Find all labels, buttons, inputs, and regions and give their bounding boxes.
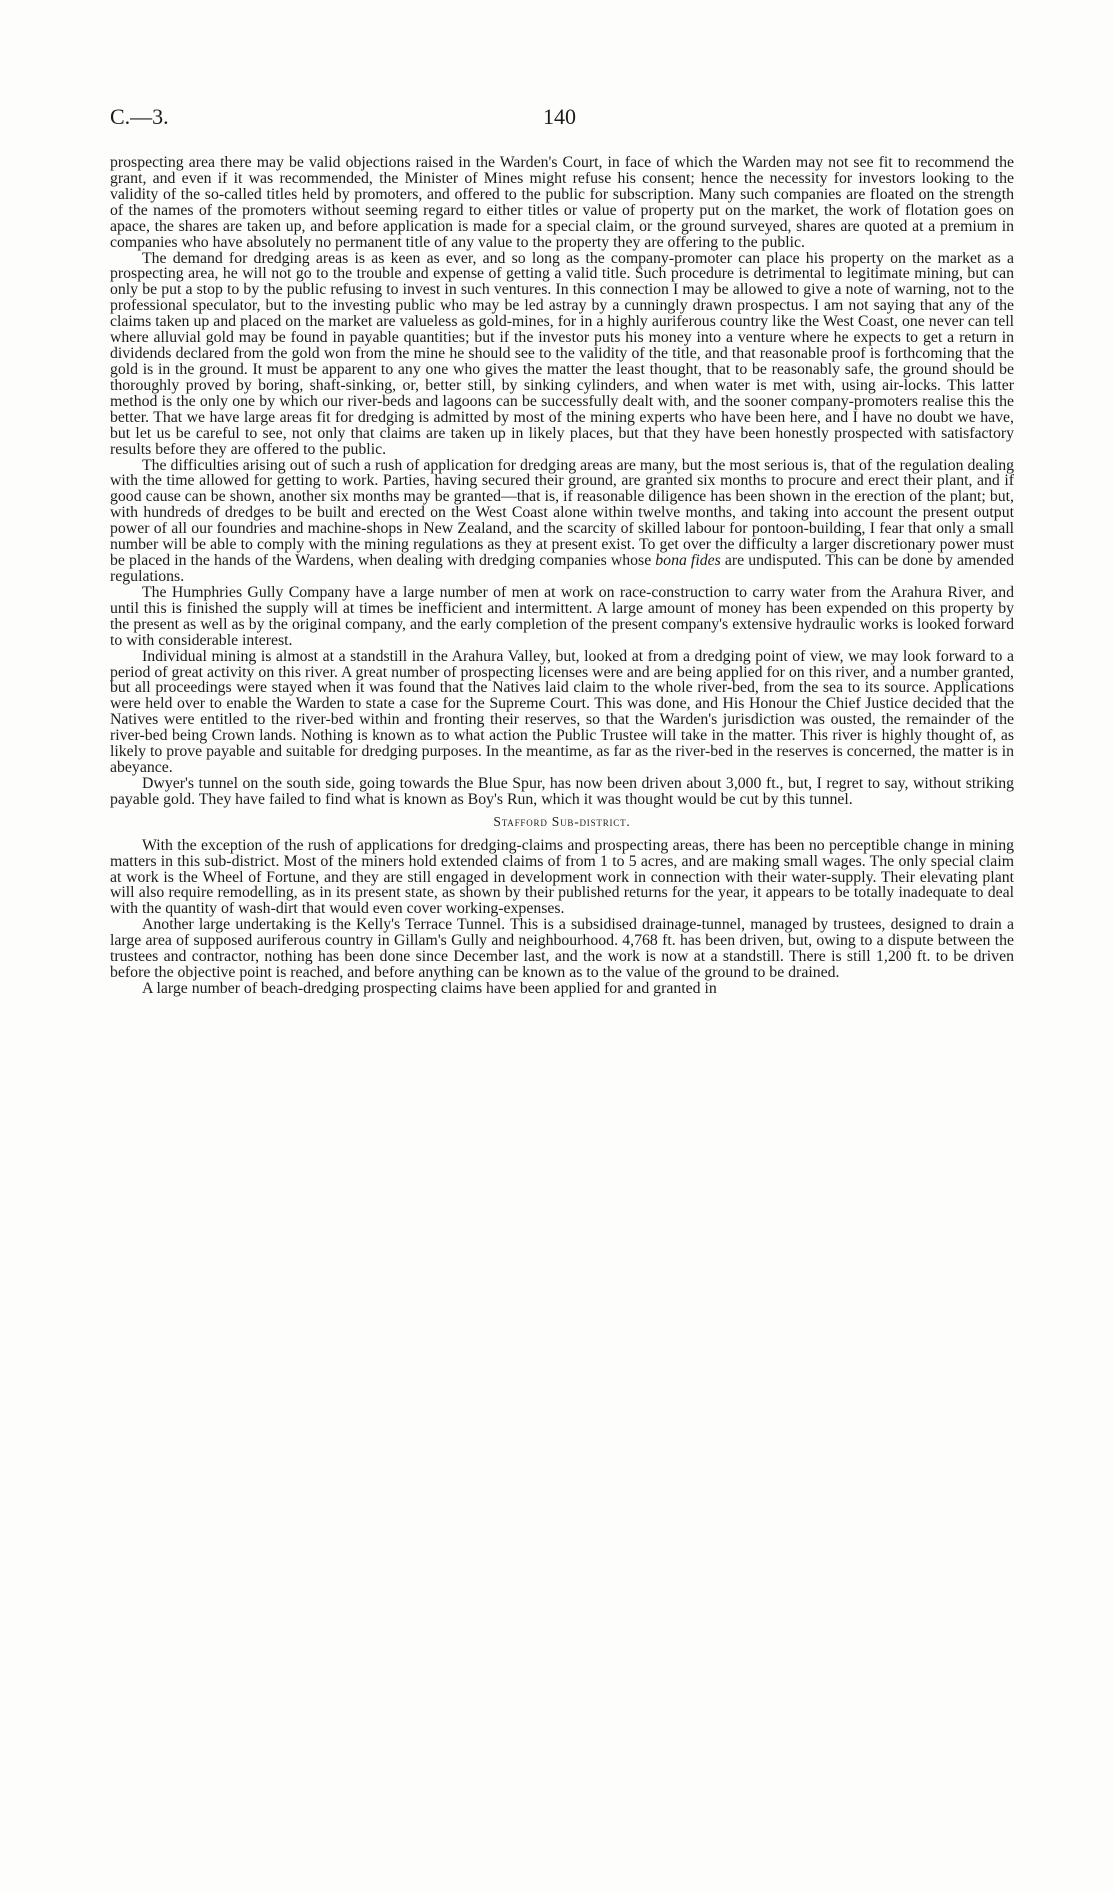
- paragraph-beach-dredging: A large number of beach-dredging prospecting claims have been applied for and granted in: [142, 980, 717, 998]
- section-heading: Stafford Sub-district.: [493, 813, 631, 829]
- body-text: [110, 155, 1014, 997]
- paragraph-humphries-gully: The Humphries Gully Company have a large number of men at work on race-construction to carry water from the Arahura River, and until this is finished the supply will at times be inefficient and intermittent. A large amount of money has been expended on this property by the present as well as by the original company, and the early completion of the present company's extensive hydraulic works is looked forward to with considerable interest.: [110, 583, 1014, 649]
- document-reference: C.—3.: [110, 104, 169, 129]
- paragraph-text: are undisputed. This can be done by amended regulations.: [110, 552, 1014, 585]
- paragraph-arahura-valley: Individual mining is almost at a standstill in the Arahura Valley, but, looked at from a dredging point of view, we may look forward to a period of great activity on this river. A great number of prospecting licenses were and are being applied for on this river, and a number granted, but all proceedings were stayed when it was found that the Natives laid claim to the whole river-bed, from the sea to its source. Applications were held over to enable the Warden to state a case for the Supreme Court. This was done, and His Honour the Chief Justice decided that the Natives were entitled to the river-bed within and fronting their reserves, so that the Warden's jurisdiction was ousted, the remainder of the river-bed being Crown lands. Nothing is known as to what action the Public Trustee will take in the matter. This river is highly thought of, as likely to prove payable and suitable for dredging purposes. In the meantime, as far as the river-bed in the reserves is concerned, the matter is in abeyance.: [110, 647, 1014, 777]
- paragraph-difficulties: [110, 458, 1014, 585]
- paragraph-stafford-overview: With the exception of the rush of applications for dredging-claims and prospecting areas, there has been no perceptible change in mining matters in this sub-district. Most of the miners hold extended claims of from 1 to 5 acres, and are making small wages. The only special claim at work is the Wheel of Fortune, and they are still engaged in development work in connection with their water-supply. Their elevating plant will also require remodelling, as in its present state, as shown by their published returns for the year, it appears to be totally inadequate to deal with the quantity of wash-dirt that would even cover working-expenses.: [110, 836, 1014, 918]
- paragraph-dwyers-tunnel: Dwyer's tunnel on the south side, going towards the Blue Spur, has now been driven about 3,000 ft., but, I regret to say, without striking payable gold. They have failed to find what is known as Boy's Run, which it was thought would be cut by this tunnel.: [110, 774, 1014, 808]
- page-number: 140: [543, 104, 576, 129]
- paragraph-dredging-demand: The demand for dredging areas is as keen as ever, and so long as the company-promoter can place his property on the market as a prospecting area, he will not go to the trouble and expense of getting a valid title. Such procedure is detrimental to legitimate mining, but can only be put a stop to by the public refusing to invest in such ventures. In this connection I may be allowed to give a note of warning, not to the professional speculator, but to the investing public who may be led astray by a cunningly drawn prospectus. I am not saying that any of the claims taken up and placed on the market are valueless as gold-mines, for in a highly auriferous country like the West Coast, one never can tell where alluvial gold may be found in payable quantities; but if the investor puts his money into a venture where he expects to get a return in dividends declared from the gold won from the mine he should see to the validity of the title, and that reasonable proof is forthcoming that the gold is in the ground. It must be apparent to any one who gives the matter the least thought, that to be reasonably safe, the ground should be thoroughly proved by boring, shaft-sinking, or, better still, by sinking cylinders, and when water is met with, using air-locks. This latter method is the only one by which our river-beds and lagoons can be successfully dealt with, and the sooner company-promoters realise this the better. That we have large areas fit for dredging is admitted by most of the mining experts who have been here, and I have no doubt we have, but let us be careful to see, not only that claims are taken up in likely places, but that they have been honestly prospected with satisfactory results before they are offered to the public.: [110, 249, 1014, 458]
- running-head: [110, 104, 1010, 134]
- paragraph-kellys-terrace: Another large undertaking is the Kelly's Terrace Tunnel. This is a subsidised drainage-tunnel, managed by trustees, designed to drain a large area of supposed auriferous country in Gillam's Gully and neighbourhood. 4,768 ft. has been driven, but, owing to a dispute between the trustees and contractor, nothing has been done since December last, and the work is now at a standstill. There is still 1,200 ft. to be driven before the objective point is reached, and before anything can be known as to the value of the ground to be drained.: [110, 916, 1014, 982]
- italic-phrase: bona fides: [655, 552, 721, 570]
- paragraph-continued: prospecting area there may be valid objections raised in the Warden's Court, in face of which the Warden may not see fit to recommend the grant, and even if it was recommended, the Minister of Mines might refuse his consent; hence the necessity for investors looking to the validity of the so-called titles held by promoters, and offered to the public for subscription. Many such companies are floated on the strength of the names of the promoters without seeming regard to either titles or value of property put on the market, the work of flotation goes on apace, the shares are taken up, and before application is made for a special claim, or the ground surveyed, shares are quoted at a premium in companies who have absolutely no permanent title of any value to the property they are offering to the public.: [110, 154, 1014, 251]
- paragraph-text: The difficulties arising out of such a rush of application for dredging areas are many, but the most serious is, that of the regulation dealing with the time allowed for getting to work. Parties, having secured their ground, are granted six months to procure and erect their plant, and if good cause can be shown, another six months may be granted—that is, if reasonable diligence has been shown in the erection of the plant; but, with hundreds of dredges to be built and erected on the West Coast alone within twelve months, and taking into account the present output power of all our foundries and machine-shops in New Zealand, and the scarcity of skilled labour for pontoon-building, I fear that only a small number will be able to comply with the mining regulations as they at present exist. To get over the difficulty a larger discretionary power must be placed in the hands of the Wardens, when dealing with dredging companies whose: [110, 456, 1014, 570]
